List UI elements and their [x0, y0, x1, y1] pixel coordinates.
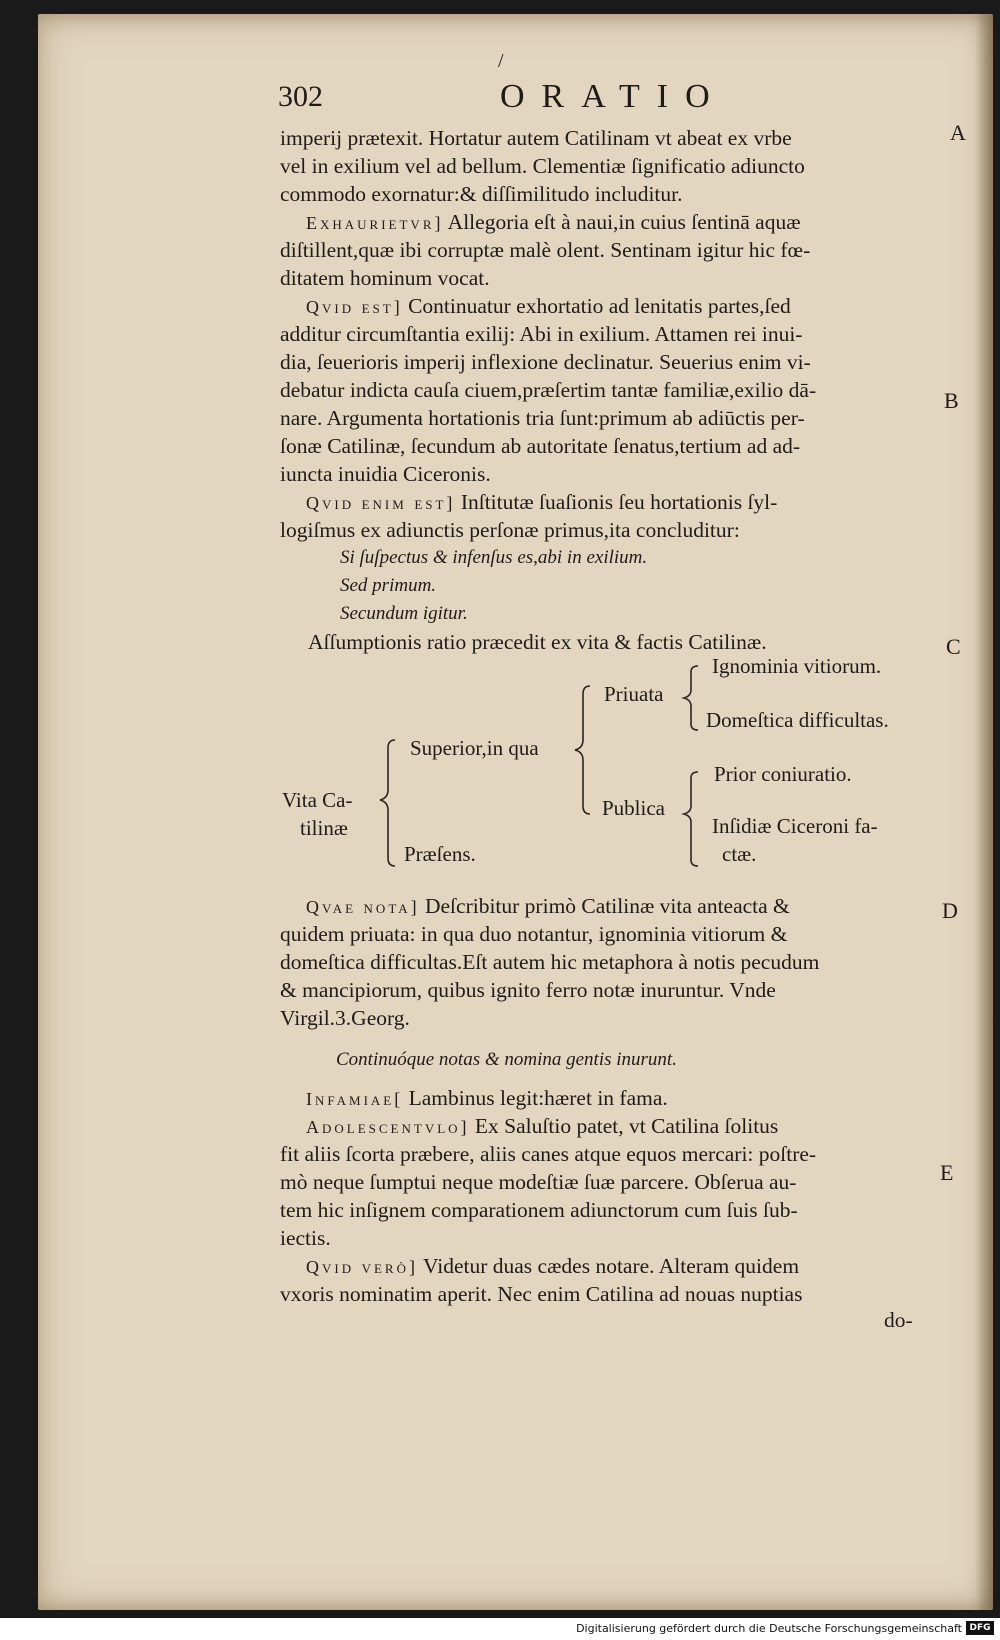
page-tick: / — [498, 50, 504, 72]
text-line: vel in exilium vel ad bellum. Clementiæ ſignificatio adiuncto — [280, 154, 805, 178]
text-line: Aſſumptionis ratio præcedit ex vita & factis Catilinæ. — [308, 630, 767, 654]
brace-publica — [684, 772, 698, 866]
tree-node-publica: Publica — [602, 796, 665, 820]
text-line: imperij prætexit. Hortatur autem Catilinam vt abeat ex vrbe — [280, 126, 792, 150]
text-line: commodo exornatur:& diſſimilitudo includitur. — [280, 182, 683, 206]
margin-letter-a: A — [950, 120, 966, 145]
syllogism-line: Si ſuſpectus & infenſus es,abi in exilium. — [340, 547, 648, 568]
margin-letter-c: C — [946, 634, 961, 659]
tree-leaf-insidiae-2: ctæ. — [722, 842, 757, 866]
text-run: Ex Saluſtio patet, vt Catilina ſolitus — [469, 1114, 779, 1138]
lemma: Qvid enim est] — [306, 493, 456, 513]
tree-leaf-insidiae: Inſidiæ Ciceroni fa- — [712, 814, 878, 838]
lemma: Qvae nota] — [306, 897, 420, 917]
lemma: Adolescentvlo] — [306, 1117, 470, 1137]
page-title: ORATIO — [500, 78, 727, 115]
tree-node-priuata: Priuata — [604, 682, 664, 706]
text-run: Continuatur exhortatio ad lenitatis partes,ſed — [402, 294, 791, 318]
text-line: tem hic inſignem comparationem adiunctorum cum ſuis ſub- — [280, 1198, 798, 1222]
text-line: domeſtica difficultas.Eſt autem hic metaphora à notis pecudum — [280, 950, 820, 974]
text-line: & mancipiorum, quibus ignito ferro notæ inuruntur. Vnde — [280, 978, 776, 1002]
syllogism-line: Sed primum. — [340, 575, 437, 596]
tree-leaf-prior: Prior coniuratio. — [714, 762, 852, 786]
brace-priuata — [684, 666, 698, 730]
text-line: fit aliis ſcorta præbere, aliis canes atque equos mercari: poſtre- — [280, 1142, 817, 1166]
dfg-logo: DFG — [966, 1621, 994, 1635]
tree-node-praesens: Præſens. — [404, 842, 476, 866]
text-line — [306, 1112, 778, 1141]
text-run: Videtur duas cædes notare. Alteram quidem — [418, 1254, 800, 1278]
tree-node-superior: Superior,in qua — [410, 736, 539, 760]
catchword: do- — [884, 1308, 913, 1332]
text-line — [306, 892, 790, 921]
text-line: additur circumſtantia exilij: Abi in exilium. Attamen rei inui- — [280, 322, 803, 346]
lemma: Qvid est] — [306, 297, 403, 317]
margin-letter-d: D — [942, 898, 958, 923]
text-line: debatur indicta cauſa ciuem,præſertim tantæ familiæ,exilio dā- — [280, 378, 817, 402]
margin-letter-e: E — [940, 1160, 954, 1185]
text-line: ditatem hominum vocat. — [280, 266, 490, 290]
text-run: Lambinus legit:hæret in fama. — [403, 1086, 668, 1110]
text-line: Virgil.3.Georg. — [280, 1006, 410, 1030]
page-number: 302 — [278, 80, 323, 113]
brace-root — [380, 740, 395, 866]
text-line: mò neque ſumptui neque modeſtiæ ſuæ parcere. Obſerua au- — [280, 1170, 797, 1194]
text-line: iuncta inuidia Ciceronis. — [280, 462, 491, 486]
text-line: quidem priuata: in qua duo notantur, ignominia vitiorum & — [280, 922, 788, 946]
syllogism-line: Secundum igitur. — [340, 603, 468, 624]
text-run: Inſtitutæ ſuaſionis ſeu hortationis ſyl- — [455, 490, 778, 514]
tree-leaf-ignominia: Ignominia vitiorum. — [712, 654, 882, 678]
text-line: vxoris nominatim aperit. Nec enim Catilina ad nouas nuptias — [280, 1282, 803, 1306]
lemma: Exhaurietvr] — [306, 213, 444, 233]
footer-bar — [0, 1618, 1000, 1640]
text-line: logiſmus ex adiunctis perſonæ primus,ita concluditur: — [280, 518, 740, 542]
text-run: Deſcribitur primò Catilinæ vita anteacta & — [419, 894, 790, 918]
lemma: Infamiae[ — [306, 1089, 404, 1109]
margin-letter-b: B — [944, 388, 959, 413]
text-line: diſtillent,quæ ibi corruptæ malè olent. Sentinam igitur hic fœ- — [280, 238, 811, 262]
footer-credit: Digitalisierung gefördert durch die Deutsche Forschungsgemeinschaft — [576, 1622, 962, 1635]
tree-root-label-2: tilinæ — [300, 816, 348, 840]
text-line: dia, ſeuerioris imperij inflexione declinatur. Seuerius enim vi- — [280, 350, 811, 374]
lemma: Qvid verò] — [306, 1257, 418, 1277]
text-line: nare. Argumenta hortationis tria ſunt:primum ab adiūctis per- — [280, 406, 805, 430]
tree-root-label: Vita Ca- — [282, 788, 353, 812]
text-line — [306, 1252, 799, 1281]
text-run: Allegoria eſt à naui,in cuius ſentinā aquæ — [443, 210, 801, 234]
brace-superior — [575, 686, 590, 814]
quote-line: Continuóque notas & nomina gentis inurunt. — [336, 1049, 677, 1070]
text-line — [306, 1084, 668, 1113]
text-line: iectis. — [280, 1226, 331, 1250]
text-line: ſonæ Catilinæ, ſecundum ab autoritate ſenatus,tertium ad ad- — [280, 434, 801, 458]
tree-leaf-domestica: Domeſtica difficultas. — [706, 708, 889, 732]
